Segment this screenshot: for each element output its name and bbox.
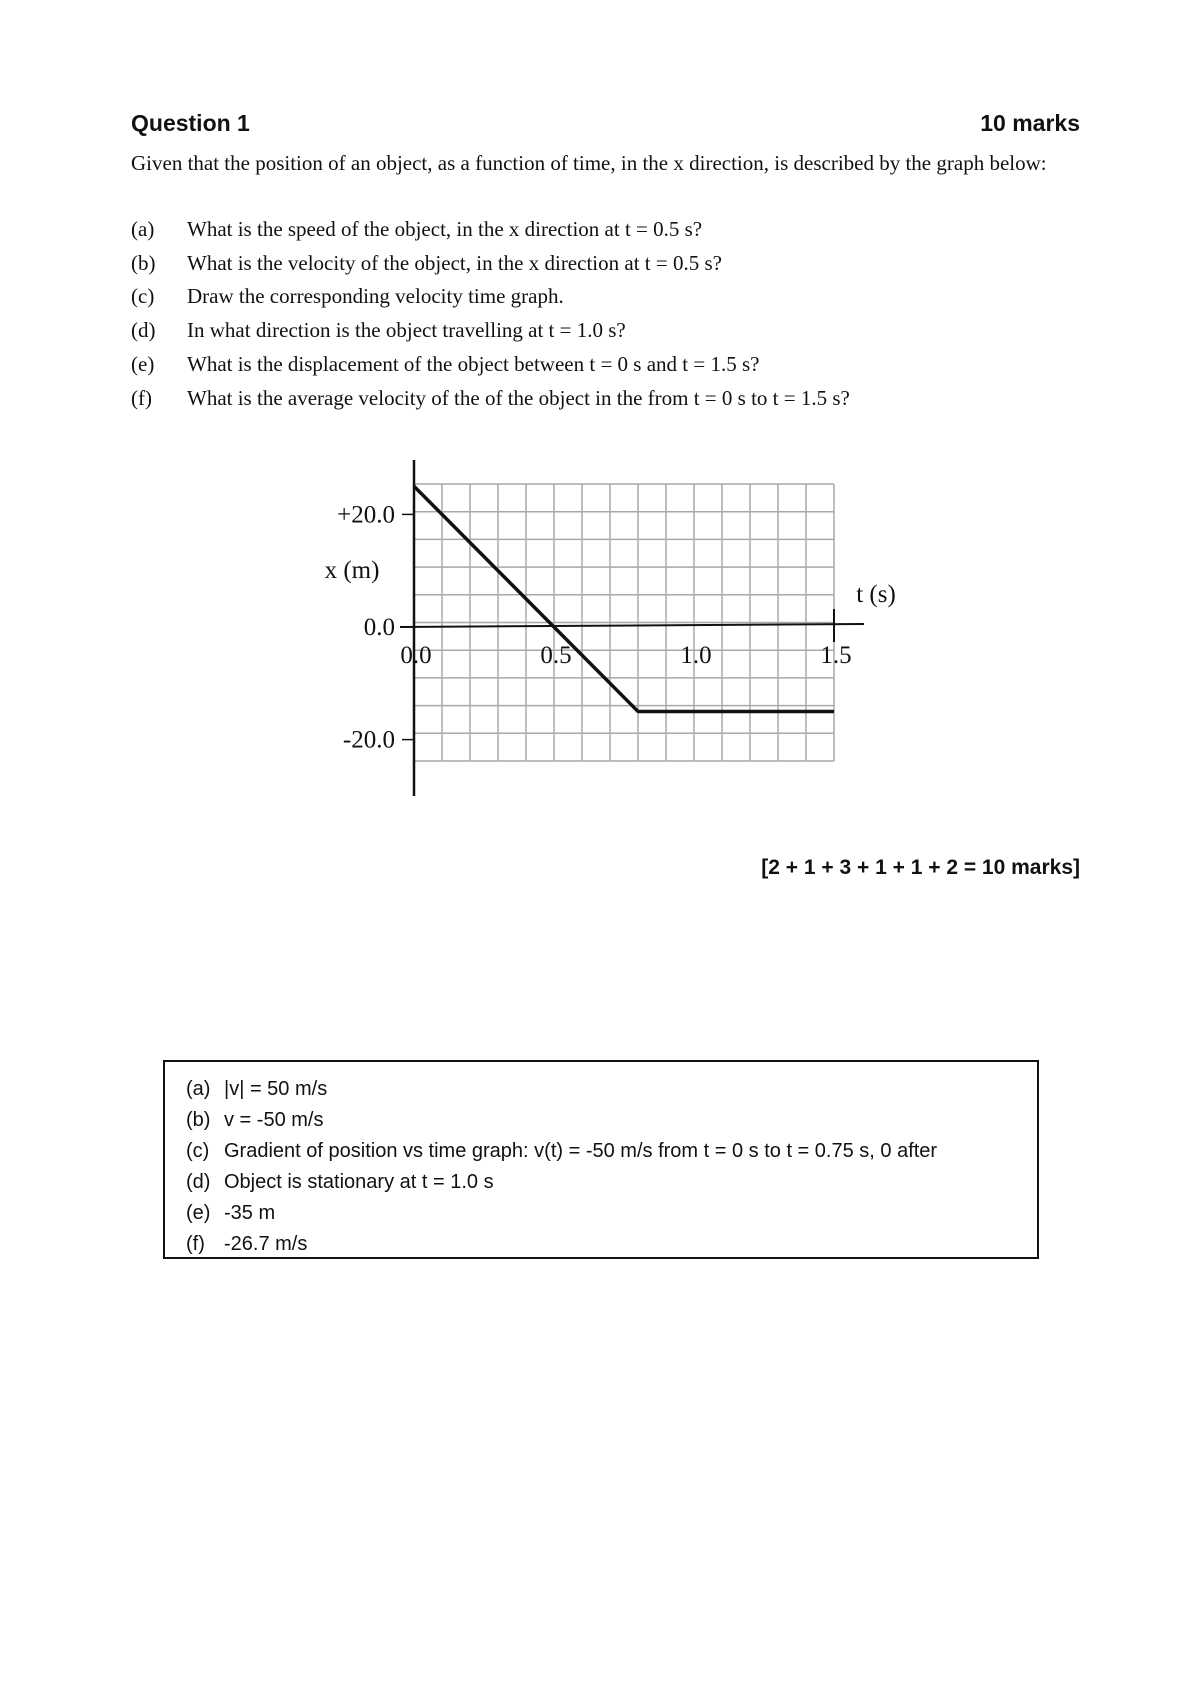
answer-c bbox=[186, 1136, 1037, 1167]
marks-breakdown: [2 + 1 + 3 + 1 + 1 + 2 = 10 marks] bbox=[761, 856, 1080, 879]
part-text: What is the average velocity of the of the object in the from t = 0 s to t = 1.5 s? bbox=[187, 386, 850, 410]
question-title: Question 1 bbox=[131, 110, 250, 136]
answer-label: (b) bbox=[186, 1109, 211, 1131]
x-axis-label: t (s) bbox=[856, 581, 896, 608]
answer-label: (e) bbox=[186, 1202, 211, 1224]
answer-label: (c) bbox=[186, 1140, 210, 1162]
graph-grid bbox=[414, 484, 834, 761]
answer-e bbox=[186, 1198, 1037, 1229]
y-axis-label: x (m) bbox=[324, 557, 380, 584]
x-tick-label: 0.5 bbox=[540, 642, 572, 669]
answer-d bbox=[186, 1167, 1037, 1198]
answer-label: (f) bbox=[186, 1233, 205, 1255]
part-text: Draw the corresponding velocity time graph. bbox=[187, 284, 564, 308]
answer-a bbox=[186, 1074, 1037, 1105]
x-tick-label: 1.5 bbox=[820, 642, 852, 669]
answer-label: (a) bbox=[186, 1078, 211, 1100]
question-marks: 10 marks bbox=[980, 110, 1080, 136]
answer-text: Gradient of position vs time graph: v(t) = -50 m/s from t = 0 s to t = 0.75 s, 0 after bbox=[224, 1140, 938, 1162]
part-label: (a) bbox=[131, 217, 155, 241]
part-label: (d) bbox=[131, 318, 156, 342]
x-tick-label: 0.0 bbox=[400, 642, 432, 669]
position-time-graph bbox=[0, 0, 1200, 830]
answer-box bbox=[163, 1060, 1039, 1259]
answer-text: -26.7 m/s bbox=[224, 1233, 308, 1255]
answer-f bbox=[186, 1229, 1037, 1260]
part-label: (f) bbox=[131, 386, 152, 410]
part-text: What is the velocity of the object, in the x direction at t = 0.5 s? bbox=[187, 251, 722, 275]
part-text: What is the speed of the object, in the x direction at t = 0.5 s? bbox=[187, 217, 703, 241]
part-label: (c) bbox=[131, 284, 155, 308]
y-tick-label: 0.0 bbox=[363, 614, 395, 641]
answer-text: Object is stationary at t = 1.0 s bbox=[224, 1171, 494, 1193]
graph-ticks bbox=[402, 514, 414, 739]
part-text: What is the displacement of the object between t = 0 s and t = 1.5 s? bbox=[187, 352, 760, 376]
part-label: (e) bbox=[131, 352, 155, 376]
part-text: In what direction is the object travelling at t = 1.0 s? bbox=[187, 318, 626, 342]
answer-text: v = -50 m/s bbox=[224, 1109, 324, 1131]
answer-b bbox=[186, 1105, 1037, 1136]
x-tick-label: 1.0 bbox=[680, 642, 712, 669]
part-label: (b) bbox=[131, 251, 156, 275]
question-intro: Given that the position of an object, as a function of time, in the x direction, is described by the graph below: bbox=[131, 151, 1047, 175]
answer-text: -35 m bbox=[224, 1202, 276, 1224]
y-tick-label: +20.0 bbox=[337, 501, 395, 529]
y-tick-label: -20.0 bbox=[342, 726, 395, 754]
answer-label: (d) bbox=[186, 1171, 211, 1193]
answer-text: |v| = 50 m/s bbox=[224, 1078, 328, 1100]
